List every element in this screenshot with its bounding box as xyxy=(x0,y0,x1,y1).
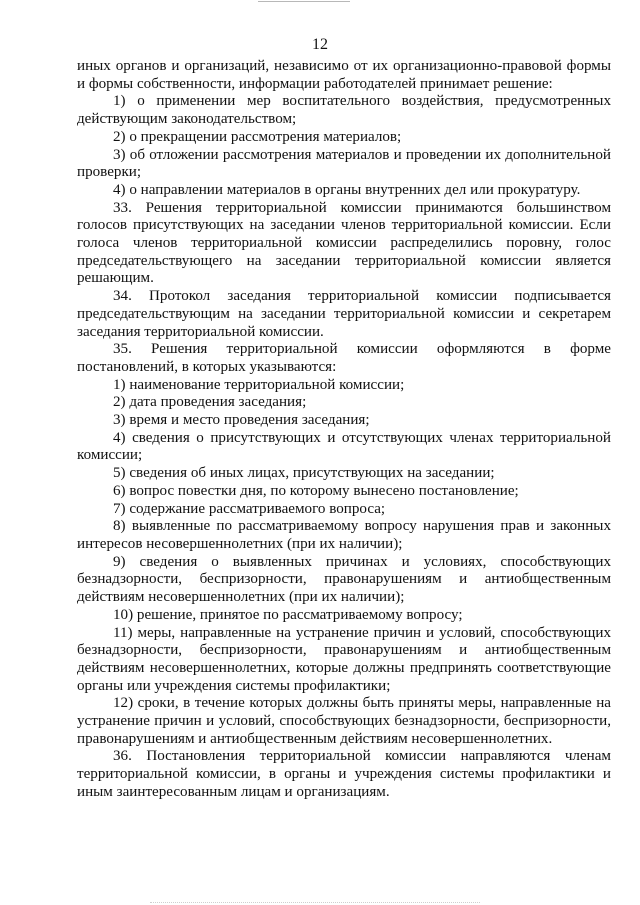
paragraph: 7) содержание рассматриваемого вопроса; xyxy=(113,500,386,517)
paragraph: 12) сроки, в течение которых должны быть приняты меры, направленные на устранение причин и условий, способствующих безнадзорности, беспризорности, правонарушениям и антиобщественным действиям несовершеннолетних. xyxy=(77,695,611,747)
scan-edge-mark xyxy=(150,902,480,903)
paragraph: 1) наименование территориальной комиссии; xyxy=(113,376,405,393)
paragraph: 2) дата проведения заседания; xyxy=(113,394,307,411)
paragraph: иных органов и организаций, независимо от их организационно-правовой формы и формы собственности, информации работодателей принимает решение: xyxy=(77,58,611,92)
paragraph: 33. Решения территориальной комиссии принимаются большинством голосов присутствующих на заседании членов территориальной комиссии. Если голоса членов территориальной комиссии распределились поровну, голос председательствующего на заседании территориальной комиссии является решающим. xyxy=(77,199,611,287)
paragraph: 1) о применении мер воспитательного воздействия, предусмотренных действующим законодательством; xyxy=(77,93,611,128)
paragraph: 34. Протокол заседания территориальной комиссии подписывается председательствующим на заседании территориальной комиссии и секретарем заседания территориальной комиссии. xyxy=(77,288,611,340)
paragraph: 5) сведения об иных лицах, присутствующих на заседании; xyxy=(113,465,495,482)
paragraph: 35. Решения территориальной комиссии оформляются в форме постановлений, в которых указываются: xyxy=(77,341,611,375)
paragraph: 3) время и место проведения заседания; xyxy=(113,412,370,429)
paragraph: 10) решение, принятое по рассматриваемому вопросу; xyxy=(113,606,463,623)
paragraph: 3) об отложении рассмотрения материалов и проведении их дополнительной проверки; xyxy=(77,146,611,181)
paragraph: 36. Постановления территориальной комиссии направляются членам территориальной комиссии, в органы и учреждения системы профилактики и иным заинтересованным лицам и организациям. xyxy=(77,748,611,800)
paragraph: 2) о прекращении рассмотрения материалов; xyxy=(113,128,402,145)
scan-edge-mark xyxy=(258,1,350,4)
paragraph: 8) выявленные по рассматриваемому вопросу нарушения прав и законных интересов несовершеннолетних (при их наличии); xyxy=(77,518,611,552)
paragraph: 6) вопрос повестки дня, по которому вынесено постановление; xyxy=(113,482,519,499)
paragraph: 11) меры, направленные на устранение причин и условий, способствующих безнадзорности, беспризорности, правонарушениям и антиобщественным действиям несовершеннолетних, которые должны предпринять соответствующие органы или учреждения системы профилактики; xyxy=(77,624,611,694)
page-number: 12 xyxy=(312,36,328,53)
paragraph: 4) о направлении материалов в органы внутренних дел или прокуратуру. xyxy=(113,181,581,198)
document-body xyxy=(77,58,611,802)
paragraph: 4) сведения о присутствующих и отсутствующих членах территориальной комиссии; xyxy=(77,429,611,464)
paragraph: 9) сведения о выявленных причинах и условиях, способствующих безнадзорности, беспризорности, правонарушениям и антиобщественным действиям несовершеннолетних (при их наличии); xyxy=(77,553,611,606)
